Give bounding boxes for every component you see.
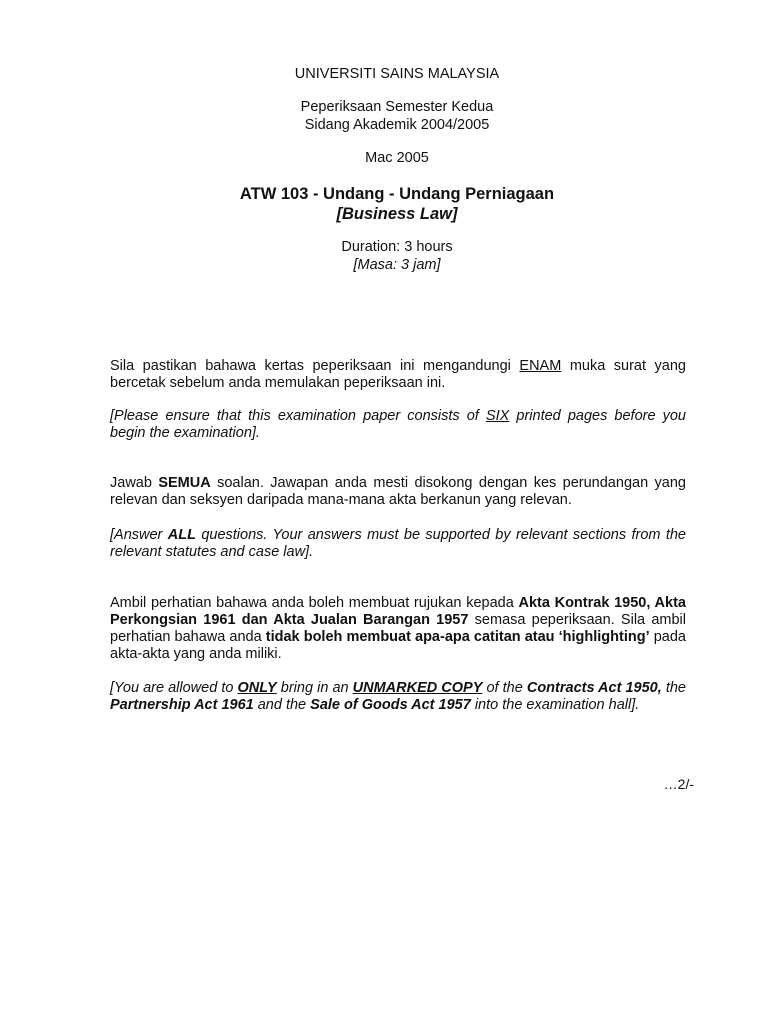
page-number: …2/- [663, 776, 694, 792]
university-name: UNIVERSITI SAINS MALAYSIA [294, 66, 500, 82]
course-title-english: [Business Law] [336, 205, 458, 223]
partnership-act-bold: Partnership Act 1961 [110, 697, 254, 713]
all-bold: ALL [167, 527, 196, 543]
answer-instruction-malay: Jawab SEMUA soalan. Jawapan anda mesti disokong dengan kes perundangan yang relevan dan seksyen daripada mana-mana akta berkanun yang relevan. [110, 475, 686, 508]
duration-malay: [Masa: 3 jam] [353, 257, 441, 273]
pages-notice-malay: Sila pastikan bahawa kertas peperiksaan ini mengandungi ENAM muka surat yang bercetak sebelum anda memulakan peperiksaan ini. [110, 358, 686, 391]
sale-of-goods-act-bold: Sale of Goods Act 1957 [310, 697, 471, 713]
enam-underlined: ENAM [519, 358, 562, 374]
unmarked-copy-underlined: UNMARKED COPY [352, 680, 483, 696]
acts-list-bold: Akta Kontrak 1950, Akta Perkongsian 1961 dan Akta Jualan Barangan 1957 [110, 595, 686, 628]
exam-name: Peperiksaan Semester Kedua [300, 99, 494, 115]
only-underlined: ONLY [237, 680, 277, 696]
answer-instruction-english: [Answer ALL questions. Your answers must be supported by relevant sections from the relevant statutes and case law]. [110, 527, 686, 560]
no-marking-bold: tidak boleh membuat apa-apa catitan atau ‘highlighting’ [265, 629, 650, 645]
course-title: ATW 103 - Undang - Undang Perniagaan [239, 185, 555, 203]
statutes-notice-malay: Ambil perhatian bahawa anda boleh membuat rujukan kepada Akta Kontrak 1950, Akta Perkongsian 1961 dan Akta Jualan Barangan 1957 semasa peperiksaan. Sila ambil perhatian bahawa anda tidak boleh membuat apa-apa catitan atau ‘highlighting’ pada akta-akta yang anda miliki. [110, 595, 686, 662]
academic-session: Sidang Akademik 2004/2005 [304, 117, 490, 133]
statutes-notice-english: [You are allowed to ONLY bring in an UNMARKED COPY of the Contracts Act 1950, the Partnership Act 1961 and the Sale of Goods Act 1957 into the examination hall]. [110, 680, 686, 713]
six-underlined: SIX [485, 408, 510, 424]
semua-bold: SEMUA [158, 475, 211, 491]
duration: Duration: 3 hours [341, 239, 453, 255]
exam-date: Mac 2005 [365, 150, 429, 166]
contracts-act-bold: Contracts Act 1950, [526, 680, 662, 696]
pages-notice-english: [Please ensure that this examination paper consists of SIX printed pages before you begin the examination]. [110, 408, 686, 441]
